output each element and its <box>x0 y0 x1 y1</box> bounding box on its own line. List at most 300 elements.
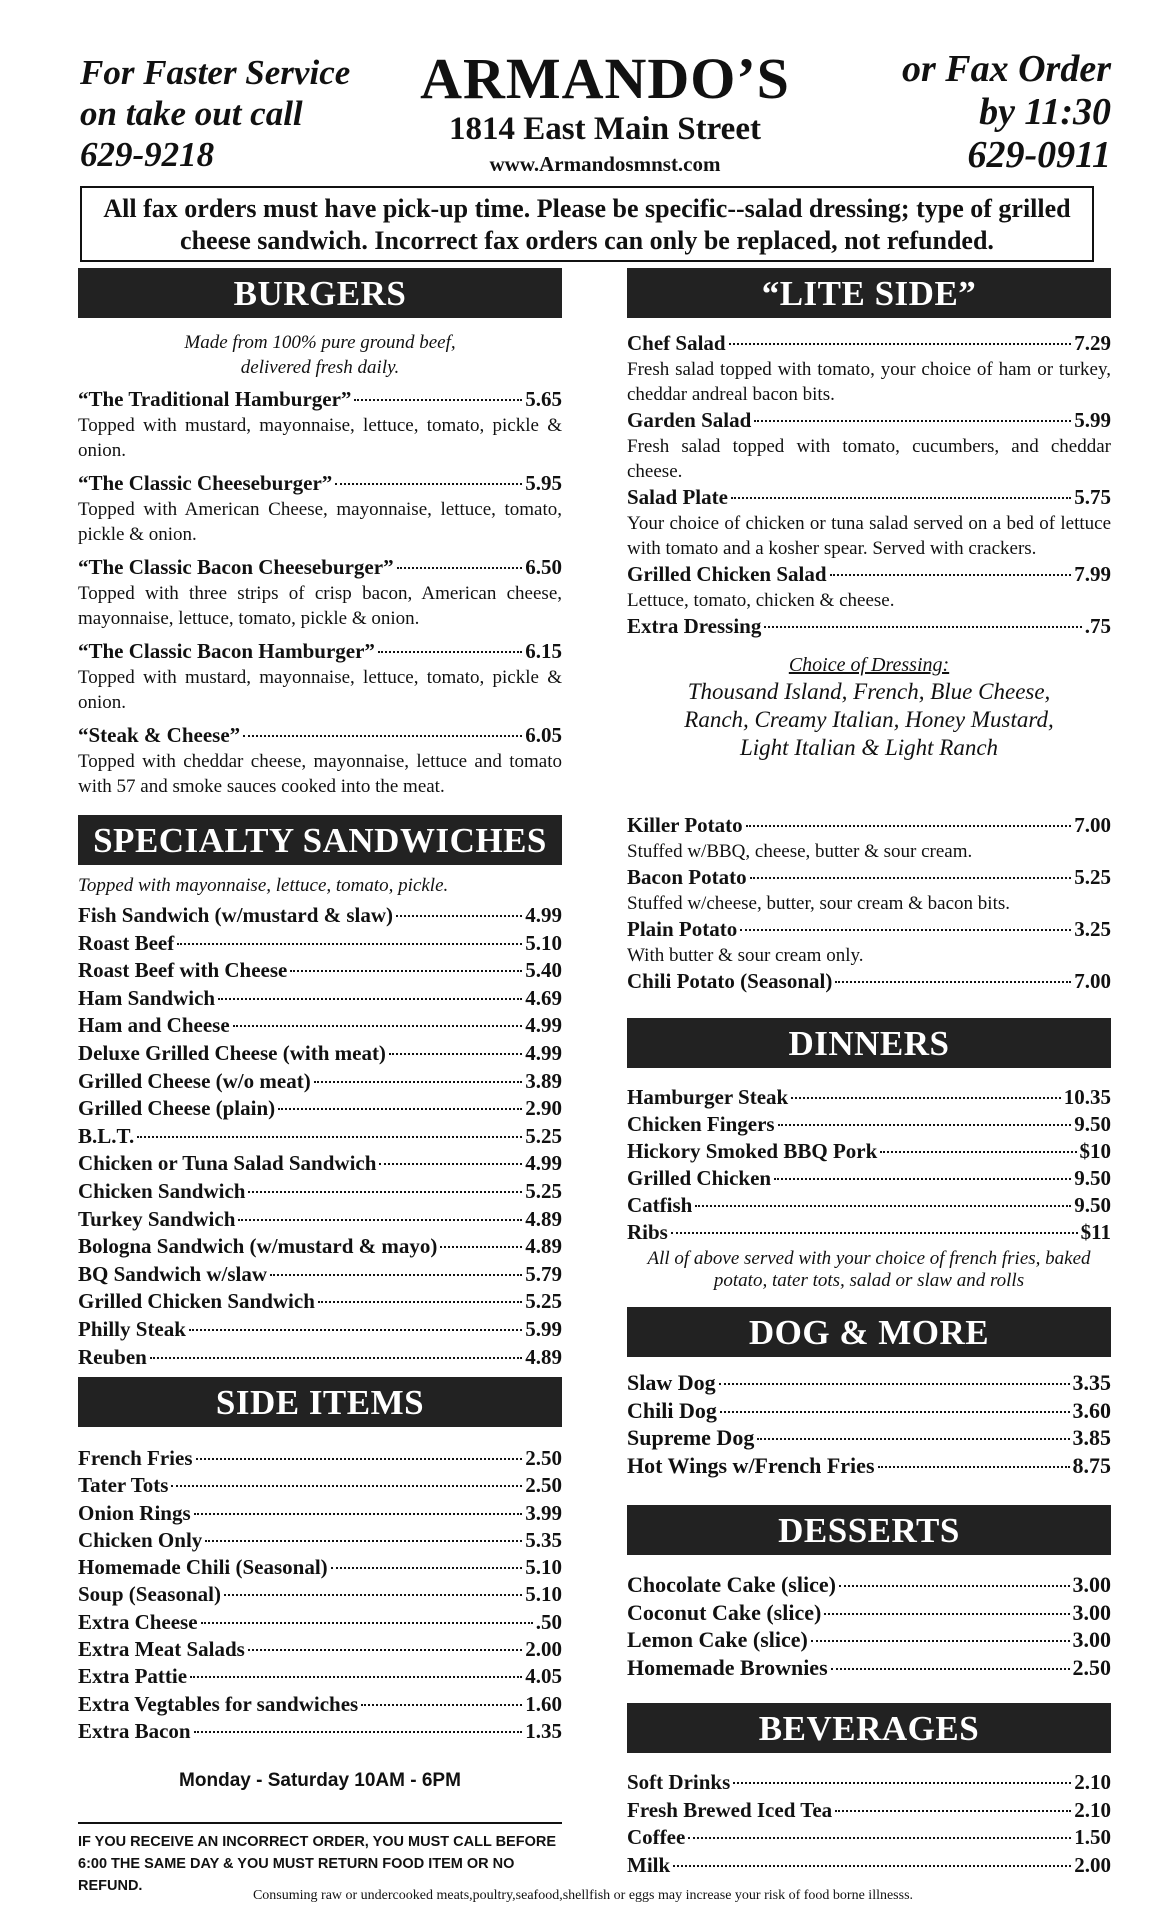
menu-item <box>78 1344 562 1372</box>
fax-line-1: or Fax Order <box>901 48 1111 90</box>
item-price: 3.00 <box>1072 1627 1111 1652</box>
menu-item <box>78 1095 562 1123</box>
menu-item-row <box>78 1288 562 1316</box>
item-price: 1.60 <box>525 1691 562 1716</box>
beverages-heading: BEVERAGES <box>627 1703 1111 1753</box>
menu-item <box>627 1654 1111 1682</box>
warning-line-2: 6:00 THE SAME DAY & YOU MUST RETURN FOOD ITEM OR NO REFUND. <box>78 1856 515 1894</box>
lite-side-list <box>627 330 1111 640</box>
item-price: 9.50 <box>1074 1112 1111 1136</box>
menu-item <box>78 1233 562 1261</box>
menu-item-row <box>627 330 1111 357</box>
dot-leader <box>673 1865 1071 1867</box>
item-name: Salad Plate <box>627 485 728 509</box>
menu-item <box>627 561 1111 613</box>
item-name: Grilled Cheese (w/o meat) <box>78 1068 311 1093</box>
item-price: 4.99 <box>525 1013 562 1038</box>
item-price: 4.89 <box>525 1206 562 1231</box>
food-safety-disclaimer: Consuming raw or undercooked meats,poultry,seafood,shellfish or eggs may increase your risk of food borne illnesss. <box>252 1888 914 1903</box>
item-name: Coffee <box>627 1825 686 1849</box>
menu-item <box>78 1472 562 1499</box>
dot-leader <box>201 1622 533 1624</box>
item-price: .75 <box>1084 614 1111 638</box>
item-description: Your choice of chicken or tuna salad served on a bed of lettuce with tomato and a kosher spear. Served with crackers. <box>627 513 1111 559</box>
menu-item <box>78 1012 562 1040</box>
menu-item-row <box>78 1527 562 1554</box>
takeout-phone: 629-9218 <box>80 135 215 174</box>
item-price: 3.25 <box>1074 917 1111 941</box>
burgers-list <box>78 386 562 799</box>
item-price: 3.00 <box>1072 1599 1111 1625</box>
menu-item <box>627 1452 1111 1480</box>
menu-item <box>627 1424 1111 1452</box>
item-price: 5.25 <box>525 1178 562 1203</box>
item-name: “The Classic Bacon Hamburger” <box>78 639 375 663</box>
dot-leader <box>318 1301 522 1303</box>
sandwiches-heading: SPECIALTY SANDWICHES <box>78 815 562 865</box>
item-name: Grilled Chicken Sandwich <box>78 1289 315 1314</box>
business-hours: Monday - Saturday 10AM - 6PM <box>179 1770 461 1791</box>
menu-item-row <box>627 968 1111 995</box>
dot-leader <box>194 1731 523 1733</box>
incorrect-order-warning <box>78 1822 562 1897</box>
dot-leader <box>243 735 522 737</box>
menu-item <box>627 1219 1111 1246</box>
menu-item <box>627 407 1111 484</box>
menu-item-row <box>78 957 562 985</box>
menu-item-row <box>78 554 562 581</box>
dot-leader <box>746 825 1072 827</box>
item-price: 5.10 <box>525 930 562 955</box>
item-name: Extra Bacon <box>78 1718 191 1743</box>
takeout-line-1: For Faster Service <box>80 53 351 92</box>
menu-item <box>627 1111 1111 1138</box>
menu-item-row <box>78 1472 562 1499</box>
item-price: 3.99 <box>525 1500 562 1525</box>
dot-leader <box>314 1081 523 1083</box>
desserts-list <box>627 1571 1111 1681</box>
item-price: 4.69 <box>525 985 562 1010</box>
restaurant-name: ARMANDO’S <box>420 46 790 111</box>
sandwiches-intro: Topped with mayonnaise, lettuce, tomato, pickle. <box>78 875 449 896</box>
menu-item <box>627 613 1111 640</box>
dot-leader <box>757 1438 1069 1440</box>
item-name: Chicken Fingers <box>627 1112 775 1136</box>
item-price: 5.75 <box>1074 485 1111 509</box>
dot-leader <box>688 1837 1071 1839</box>
item-price: 4.99 <box>525 1040 562 1065</box>
dinners-list <box>627 1084 1111 1246</box>
menu-item-row <box>78 1123 562 1151</box>
menu-item-row <box>627 916 1111 943</box>
menu-item-row <box>627 1824 1111 1852</box>
menu-item-row <box>627 1219 1111 1246</box>
restaurant-address: 1814 East Main Street <box>449 111 761 147</box>
menu-item-row <box>627 1369 1111 1397</box>
menu-item <box>78 1178 562 1206</box>
dot-leader <box>774 1178 1071 1180</box>
menu-item <box>78 638 562 715</box>
item-price: 5.99 <box>525 1316 562 1341</box>
menu-item-row <box>78 1150 562 1178</box>
menu-item-row <box>78 1095 562 1123</box>
item-name: Bologna Sandwich (w/mustard & mayo) <box>78 1234 438 1259</box>
item-name: Chili Potato (Seasonal) <box>627 969 833 993</box>
item-price: 4.89 <box>525 1344 562 1369</box>
menu-item-row <box>627 1797 1111 1825</box>
menu-item <box>627 1084 1111 1111</box>
item-name: Hot Wings w/French Fries <box>627 1452 875 1478</box>
item-price: 2.00 <box>525 1637 562 1662</box>
dot-leader <box>880 1151 1076 1153</box>
item-name: Soft Drinks <box>627 1770 731 1794</box>
dot-leader <box>248 1191 522 1193</box>
item-name: Coconut Cake (slice) <box>627 1599 822 1625</box>
menu-item-row <box>78 1233 562 1261</box>
item-price: 1.35 <box>525 1718 562 1743</box>
item-price: 7.29 <box>1074 331 1111 355</box>
item-name: Onion Rings <box>78 1500 191 1525</box>
item-name: Tater Tots <box>78 1473 169 1498</box>
fax-notice: All fax orders must have pick-up time. Please be specific--salad dressing; type of grilled cheese sandwich. Incorrect fax orders can only be replaced, not refunded. <box>80 186 1094 262</box>
menu-item <box>78 1123 562 1151</box>
menu-item <box>78 957 562 985</box>
sandwiches-section <box>78 815 562 1371</box>
item-name: “The Classic Bacon Cheeseburger” <box>78 555 394 579</box>
item-name: Lemon Cake (slice) <box>627 1627 808 1652</box>
item-price: 2.10 <box>1074 1797 1111 1822</box>
dogs-section <box>627 1307 1111 1479</box>
dressing-title: Choice of Dressing: <box>788 654 950 676</box>
menu-item <box>627 1397 1111 1425</box>
item-name: “Steak & Cheese” <box>78 723 241 747</box>
item-name: Chocolate Cake (slice) <box>627 1572 836 1597</box>
menu-item-row <box>627 1852 1111 1880</box>
item-name: Garden Salad <box>627 408 752 432</box>
dot-leader <box>831 1668 1070 1670</box>
menu-item <box>627 1626 1111 1654</box>
item-price: 3.60 <box>1072 1397 1111 1423</box>
menu-item-row <box>78 470 562 497</box>
item-price: 7.00 <box>1074 813 1111 837</box>
dot-leader <box>778 1124 1072 1126</box>
menu-item <box>627 864 1111 916</box>
dot-leader <box>811 1640 1070 1642</box>
dot-leader <box>218 998 522 1000</box>
dot-leader <box>361 1704 522 1706</box>
dot-leader <box>750 877 1072 879</box>
takeout-line-2: on take out call <box>80 94 303 133</box>
dot-leader <box>397 567 523 569</box>
menu-item-row <box>627 1111 1111 1138</box>
menu-item <box>78 1718 562 1745</box>
menu-item <box>78 1663 562 1690</box>
item-name: Supreme Dog <box>627 1425 755 1450</box>
item-name: Hickory Smoked BBQ Pork <box>627 1139 878 1163</box>
menu-item <box>78 902 562 930</box>
item-description: Fresh salad topped with tomato, cucumbers, and cheddar cheese. <box>627 436 1111 482</box>
menu-item <box>78 1068 562 1096</box>
item-description: Topped with mustard, mayonnaise, lettuce, tomato, pickle & onion. <box>78 667 562 713</box>
dot-leader <box>194 1513 523 1515</box>
item-name: Bacon Potato <box>627 865 747 889</box>
menu-item <box>78 1609 562 1636</box>
sandwiches-list <box>78 902 562 1371</box>
dot-leader <box>824 1613 1069 1615</box>
item-price: 5.25 <box>1074 865 1111 889</box>
menu-item <box>78 930 562 958</box>
menu-item-row <box>78 1691 562 1718</box>
menu-item <box>78 470 562 547</box>
sides-heading: SIDE ITEMS <box>78 1377 562 1427</box>
item-price: $10 <box>1079 1139 1111 1163</box>
item-price: 5.79 <box>525 1261 562 1286</box>
item-name: Chicken or Tuna Salad Sandwich <box>78 1151 377 1176</box>
menu-item <box>78 1206 562 1234</box>
menu-item <box>78 1445 562 1472</box>
menu-item <box>78 1150 562 1178</box>
menu-item-row <box>627 1424 1111 1452</box>
item-name: Grilled Cheese (plain) <box>78 1096 276 1121</box>
menu-item <box>78 386 562 463</box>
dot-leader <box>835 1810 1071 1812</box>
menu-item-row <box>627 1654 1111 1682</box>
item-name: “The Classic Cheeseburger” <box>78 471 333 495</box>
dot-leader <box>835 981 1071 983</box>
menu-item <box>78 985 562 1013</box>
item-price: 5.95 <box>525 471 562 495</box>
desserts-section <box>627 1505 1111 1681</box>
item-price: 2.10 <box>1074 1770 1111 1794</box>
dot-leader <box>335 483 522 485</box>
menu-item <box>78 1581 562 1608</box>
item-name: Extra Meat Salads <box>78 1637 245 1662</box>
lite-side-heading: “LITE SIDE” <box>627 268 1111 318</box>
menu-item-row <box>78 1316 562 1344</box>
menu-item-row <box>78 1554 562 1581</box>
item-name: Fish Sandwich (w/mustard & slaw) <box>78 903 394 927</box>
dot-leader <box>196 1458 523 1460</box>
menu-item <box>627 1797 1111 1825</box>
item-price: 5.35 <box>525 1527 562 1552</box>
dot-leader <box>731 497 1071 499</box>
dogs-heading: DOG & MORE <box>627 1307 1111 1357</box>
item-price: $11 <box>1080 1220 1111 1244</box>
item-name: Plain Potato <box>627 917 738 941</box>
dot-leader <box>331 1567 523 1569</box>
menu-item <box>627 484 1111 561</box>
menu-item-row <box>78 386 562 413</box>
item-description: With butter & sour cream only. <box>627 945 864 966</box>
beverages-section <box>627 1703 1111 1879</box>
burgers-intro-line: Made from 100% pure ground beef, <box>184 332 456 353</box>
item-name: Soup (Seasonal) <box>78 1582 221 1607</box>
item-name: Turkey Sandwich <box>78 1206 236 1231</box>
dogs-list <box>627 1369 1111 1479</box>
menu-item-row <box>78 1636 562 1663</box>
item-price: 5.10 <box>525 1582 562 1607</box>
takeout-call-info <box>80 52 410 175</box>
fax-line-2: by 11:30 <box>979 91 1111 133</box>
item-description: Topped with three strips of crisp bacon, American cheese, mayonnaise, lettuce, tomato, pickle & onion. <box>78 583 562 629</box>
fax-order-info <box>791 48 1111 177</box>
menu-item-row <box>627 1769 1111 1797</box>
dot-leader <box>238 1219 522 1221</box>
menu-item <box>627 1165 1111 1192</box>
menu-item <box>78 1554 562 1581</box>
item-name: Killer Potato <box>627 813 743 837</box>
menu-item <box>627 1369 1111 1397</box>
dinners-section <box>627 1018 1111 1292</box>
item-name: B.L.T. <box>78 1123 135 1148</box>
dot-leader <box>396 915 522 917</box>
dot-leader <box>189 1329 522 1331</box>
dressing-line: Light Italian & Light Ranch <box>739 735 999 760</box>
item-description: Lettuce, tomato, chicken & cheese. <box>627 590 895 611</box>
item-name: Roast Beef <box>78 930 175 955</box>
item-price: 4.89 <box>525 1234 562 1259</box>
dot-leader <box>720 1411 1070 1413</box>
dot-leader <box>233 1025 523 1027</box>
item-price: 5.25 <box>525 1123 562 1148</box>
menu-item-row <box>78 638 562 665</box>
menu-item-row <box>627 407 1111 434</box>
menu-item-row <box>78 1178 562 1206</box>
menu-item-row <box>627 1192 1111 1219</box>
item-name: Roast Beef with Cheese <box>78 958 288 983</box>
menu-item <box>78 1500 562 1527</box>
menu-item-row <box>627 1452 1111 1480</box>
menu-item-row <box>78 1344 562 1372</box>
dot-leader <box>354 399 522 401</box>
menu-item <box>627 1599 1111 1627</box>
item-name: Homemade Chili (Seasonal) <box>78 1555 328 1580</box>
menu-item <box>627 1824 1111 1852</box>
menu-item-row <box>78 902 562 930</box>
menu-item-row <box>78 1609 562 1636</box>
item-name: Chili Dog <box>627 1397 717 1423</box>
item-name: Chicken Only <box>78 1527 203 1552</box>
dressing-line: Thousand Island, French, Blue Cheese, <box>687 679 1051 704</box>
dot-leader <box>224 1594 522 1596</box>
burgers-intro <box>78 330 562 380</box>
menu-item <box>78 1316 562 1344</box>
menu-item <box>627 968 1111 995</box>
menu-item <box>78 1261 562 1289</box>
item-name: Extra Vegtables for sandwiches <box>78 1691 359 1716</box>
dinners-note: All of above served with your choice of french fries, baked potato, tater tots, salad or slaw and rolls <box>647 1248 1091 1291</box>
dot-leader <box>839 1585 1070 1587</box>
menu-item-row <box>78 1718 562 1745</box>
dot-leader <box>205 1540 522 1542</box>
item-price: 1.50 <box>1074 1825 1111 1849</box>
dot-leader <box>177 943 522 945</box>
menu-item-row <box>627 484 1111 511</box>
menu-item <box>627 330 1111 407</box>
menu-item-row <box>78 1445 562 1472</box>
item-name: Ham and Cheese <box>78 1013 230 1038</box>
menu-item-row <box>627 1084 1111 1111</box>
item-price: 5.40 <box>525 958 562 983</box>
menu-item-row <box>627 1165 1111 1192</box>
item-price: 6.05 <box>525 723 562 747</box>
item-name: Reuben <box>78 1344 147 1369</box>
dot-leader <box>791 1097 1061 1099</box>
menu-item <box>627 1571 1111 1599</box>
item-description: Topped with mustard, mayonnaise, lettuce, tomato, pickle & onion. <box>78 415 562 461</box>
desserts-heading: DESSERTS <box>627 1505 1111 1555</box>
restaurant-website: www.Armandosmnst.com <box>489 152 721 176</box>
dot-leader <box>137 1136 522 1138</box>
burgers-heading: BURGERS <box>78 268 562 318</box>
dot-leader <box>270 1274 522 1276</box>
dressing-line: Ranch, Creamy Italian, Honey Mustard, <box>684 707 1054 732</box>
sides-list <box>78 1445 562 1745</box>
menu-item-row <box>78 985 562 1013</box>
item-price: 3.00 <box>1072 1572 1111 1597</box>
item-price: 9.50 <box>1074 1193 1111 1217</box>
dinners-heading: DINNERS <box>627 1018 1111 1068</box>
item-price: 7.99 <box>1074 562 1111 586</box>
item-price: .50 <box>535 1609 562 1634</box>
dot-leader <box>278 1108 522 1110</box>
item-name: Extra Pattie <box>78 1664 188 1689</box>
menu-item-row <box>627 1599 1111 1627</box>
menu-item-row <box>627 864 1111 891</box>
dot-leader <box>378 651 522 653</box>
item-name: Milk <box>627 1852 671 1877</box>
item-price: 2.50 <box>525 1446 562 1470</box>
dot-leader <box>379 1163 522 1165</box>
item-price: 10.35 <box>1063 1085 1111 1109</box>
item-name: Ham Sandwich <box>78 985 216 1010</box>
potatoes-list <box>627 812 1111 995</box>
dot-leader <box>740 929 1071 931</box>
dot-leader <box>729 343 1072 345</box>
dot-leader <box>190 1676 522 1678</box>
item-name: Chicken Sandwich <box>78 1178 246 1203</box>
item-name: Philly Steak <box>78 1316 186 1341</box>
menu-item <box>78 554 562 631</box>
item-price: 3.35 <box>1072 1370 1111 1395</box>
menu-item-row <box>78 930 562 958</box>
item-name: Homemade Brownies <box>627 1654 828 1680</box>
sides-section <box>78 1377 562 1745</box>
burgers-intro-line: delivered fresh daily. <box>240 357 400 378</box>
dot-leader <box>733 1782 1071 1784</box>
menu-item <box>627 1769 1111 1797</box>
item-price: 6.15 <box>525 639 562 663</box>
item-price: 3.85 <box>1072 1425 1111 1450</box>
menu-item-row <box>627 561 1111 588</box>
menu-item <box>78 1527 562 1554</box>
restaurant-header <box>395 46 815 178</box>
item-price: 2.50 <box>525 1473 562 1498</box>
menu-item <box>627 812 1111 864</box>
lite-side-section <box>627 268 1111 762</box>
item-name: Chef Salad <box>627 331 726 355</box>
dressing-choices <box>627 652 1111 762</box>
item-price: 4.99 <box>525 1151 562 1176</box>
menu-item-row <box>78 1206 562 1234</box>
menu-item-row <box>627 1397 1111 1425</box>
item-price: 5.99 <box>1074 408 1111 432</box>
item-description: Fresh salad topped with tomato, your choice of ham or turkey, cheddar andreal bacon bits. <box>627 359 1111 405</box>
menu-item <box>78 1691 562 1718</box>
item-description: Topped with American Cheese, mayonnaise, lettuce, tomato, pickle & onion. <box>78 499 562 545</box>
dot-leader <box>695 1205 1071 1207</box>
item-description: Stuffed w/BBQ, cheese, butter & sour cream. <box>627 841 973 862</box>
